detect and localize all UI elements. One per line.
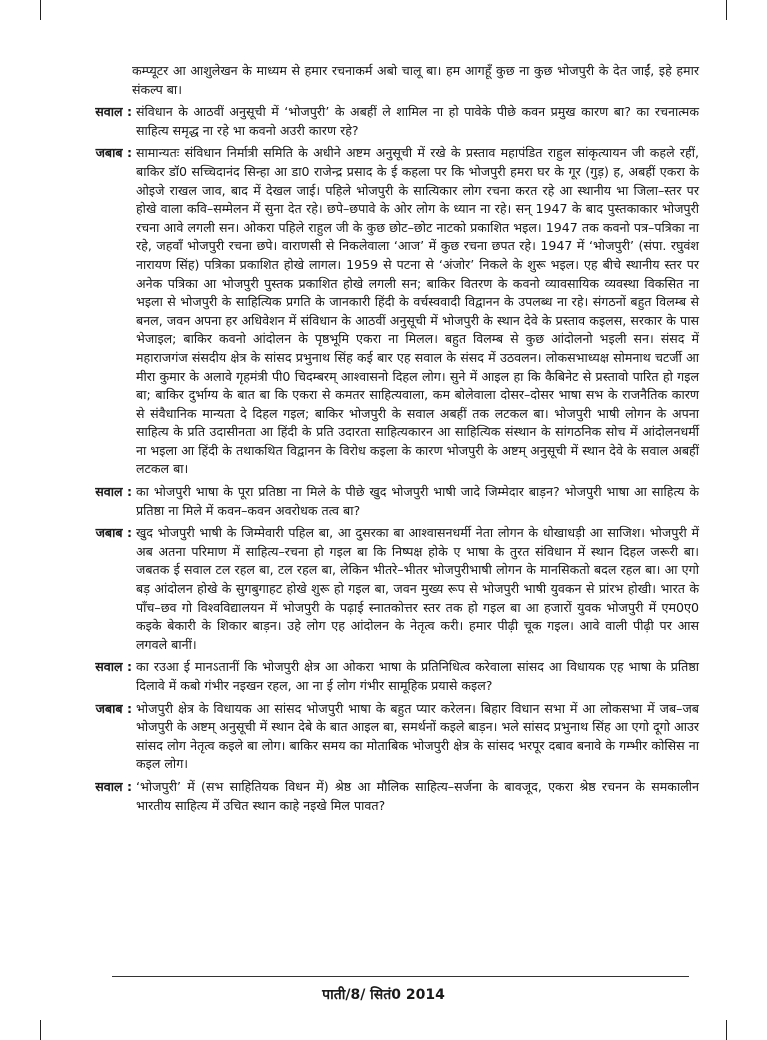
question-label: सवाल : — [95, 484, 132, 500]
answer-label: जबाब : — [95, 525, 132, 541]
footer-divider — [112, 976, 689, 977]
question-block — [68, 778, 699, 815]
question-label: सवाल : — [95, 778, 132, 794]
answer-label: जबाब : — [95, 700, 132, 716]
intro-paragraph: कम्प्यूटर आ आशुलेखन के माध्यम से हमार रचनाकर्म अबो चालू बा। हम आगहूँ कुछ ना कुछ भोजपुरी के देत जाईं, इहे हमार संकल्प बा। — [132, 63, 699, 97]
document-page — [68, 62, 699, 819]
question-text: ‘भोजपुरी’ में (सभ साहितियक विधन में) श्रेष्ठ आ मौलिक साहित्य–सर्जना के बावजूद, एकरा श्रेष्ठ रचनन के समकालीन भारतीय साहित्य में उचित स्थान काहे नइखे मिल पावत? — [136, 778, 699, 813]
question-block — [68, 483, 699, 520]
question-text: संविधान के आठवीं अनुसूची में ‘भोजपुरी’ के अबहीं ले शामिल ना हो पावेके पीछे कवन प्रमुख कारण बा? का रचनात्मक साहित्य समृद्ध ना रहे भा कवनो अउरी कारण रहे? — [136, 104, 699, 138]
question-text: का भोजपुरी भाषा के पूरा प्रतिष्ठा ना मिले के पीछे खुद भोजपुरी भाषी जादे जिम्मेदार बाड़न? भोजपुरी भाषा आ साहित्य के प्रतिष्ठा ना मिले में कवन–कवन अवरोधक तत्व बा? — [136, 484, 699, 518]
answer-label: जबाब : — [95, 145, 132, 161]
page-footer: पाती/8/ सितं0 2014 — [322, 987, 445, 1003]
question-label: सवाल : — [95, 659, 132, 675]
crop-mark — [726, 0, 727, 20]
crop-mark — [40, 0, 41, 20]
answer-text: भोजपुरी क्षेत्र के विधायक आ सांसद भोजपुरी भाषा के बहुत प्यार करेलन। बिहार विधान सभा में आ लोकसभा में जब–जब भोजपुरी के अष्टम् अनुसूची में स्थान देबे के बात आइल बा, समर्थनों कइले बाड़न। भले सांसद प्रभुनाथ सिंह आ एगो दूगो आउर सांसद लोग नेतृत्व कइले बा लोग। बाकिर समय का मोताबिक भोजपुरी क्षेत्र के सांसद भरपूर दबाव बनावे के गम्भीर कोसिस ना कइल लोग। — [136, 700, 699, 772]
question-block — [68, 103, 699, 140]
crop-mark — [40, 1020, 41, 1040]
answer-block — [68, 144, 699, 479]
answer-block — [68, 700, 699, 774]
answer-block — [68, 524, 699, 654]
question-text: का रउआ ई मानऽतानीं कि भोजपुरी क्षेत्र आ ओकरा भाषा के प्रतिनिधित्व करेवाला सांसद आ विधायक एह भाषा के प्रतिष्ठा दिलावे में कबो गंभीर नइखन रहल, आ ना ई लोग गंभीर सामूहिक प्रयासे कइल? — [136, 659, 699, 693]
question-block — [68, 658, 699, 695]
crop-mark — [726, 1020, 727, 1040]
answer-text: खुद भोजपुरी भाषी के जिम्मेवारी पहिल बा, आ दुसरका बा आश्वासनधर्मी नेता लोगन के धोखाधड़ी आ साजिश। भोजपुरी में अब अतना परिमाण में साहित्य–रचना हो गइल बा कि निष्पक्ष होके ए भाषा के तुरत संविधान में स्थान दिहल जरूरी बा। जबतक ई सवाल टल रहल बा, टल रहल बा, लेकिन भीतरे–भीतर भोजपुरीभाषी लोगन के मानसिकतो बदल रहल बा। आ एगो बड़ आंदोलन होखे के सुगबुगाहट होखे शुरू हो गइल बा, जवन मुख्य रूप से भोजपुरी भाषी युवकन से प्रांरभ होखी। भारत के पाँच–छव गो विश्वविद्यालयन में भोजपुरी के पढ़ाई स्नातकोत्तर स्तर तक हो गइल बा आ हजारों युवक भोजपुरी में एम0ए0 कइके बेकारी के शिकार बाड़न। उहे लोग एह आंदोलन के नेतृत्व करी। हमार पीढ़ी चूक गइल। आवे वाली पीढ़ी पर आस लगवले बानीं। — [136, 525, 699, 652]
question-label: सवाल : — [95, 104, 132, 120]
answer-text: सामान्यतः संविधान निर्मात्री समिति के अधीने अष्टम अनुसूची में रखे के प्रस्ताव महापंडित राहुल सांकृत्यायन जी कहले रहीं, बाकिर डॉ0 सच्चिदानंद सिन्हा आ डा0 राजेन्द्र प्रसाद के ई कहला पर कि भोजपुरी हमरा घर के गूर (गुड़) ह, अबहीं एकरा के ओइजे राखल जाव, बाद में देखल जाई। पहिले भोजपुरी के सात्यिकार लोग रचना करत रहे आ स्थानीय भा जिला–स्तर पर होखे वाला कवि–सम्मेलन में सुना देत रहे। छपे–छपावे के ओर लोग के ध्यान ना रहे। सन् 1947 के बाद पुस्तकाकार भोजपुरी रचना आवे लगली सन। ओकरा पहिले राहुल जी के कुछ छोट–छोट नाटको प्रकाशित भइल। 1947 तक कवनो पत्र–पत्रिका ना रहे, जहवाँ भोजपुरी रचना छपे। वाराणसी से निकलेवाला ‘आज’ में कुछ रचना छपत रहे। 1947 में ‘भोजपुरी’ (संपा. रघुवंश नारायण सिंह) पत्रिका प्रकाशित होखे लागल। 1959 से पटना से ‘अंजोर’ निकले के शुरू भइल। एह बीचे स्थानीय स्तर पर अनेक पत्रिका आ भोजपुरी पुस्तक प्रकाशित होखे लगली सन; बाकिर वितरण के कवनो व्यावसायिक व्यवस्था विकसित ना भइला से भोजपुरी के साहित्यिक प्रगति के जानकारी हिंदी के वर्चस्ववादी विद्वानन के उपलब्ध ना रहे। संगठनों बहुत विलम्ब से बनल, जवन अपना हर अधिवेशन में संविधान के आठवीं अनुसूची में भोजपुरी के स्थान देवे के प्रस्ताव कइलस, सरकार के पास भेजाइल; बाकिर कवनो आंदोलन के पृष्ठभूमि एकरा ना मिलल। बहुत विलम्ब से कुछ आंदोलनो भइली सन। संसद में महाराजगंज संसदीय क्षेत्र के सांसद प्रभुनाथ सिंह कई बार एह सवाल के संसद में उठवलन। लोकसभाध्यक्ष सोमनाथ चटर्जी आ मीरा कुमार के अलावे गृहमंत्री पी0 चिदम्बरम् आश्वासनो दिहल लोग। सुने में आइल हा कि कैबिनेट से प्रस्तावो पारित हो गइल बा; बाकिर दुर्भाग्य के बात बा कि एकरा से कमतर साहित्यवाला, कम बोलेवाला दोसर–दोसर भाषा सभ के राजनैतिक कारण से संवैधानिक मान्यता दे दिहल गइल; बाकिर भोजपुरी के सवाल अबहीं तक लटकल बा। भोजपुरी भाषी लोगन के अपना साहित्य के प्रति उदासीनता आ हिंदी के प्रति उदारता साहित्यकारन आ साहित्यिक संस्थान के सांगठनिक सोच में आंदोलनधर्मी ना भइला आ हिंदी के तथाकथित विद्वानन के विरोध कइला के कारण भोजपुरी के अष्टम् अनुसूची में स्थान देवे के सवाल अबहीं लटकल बा। — [136, 145, 699, 477]
